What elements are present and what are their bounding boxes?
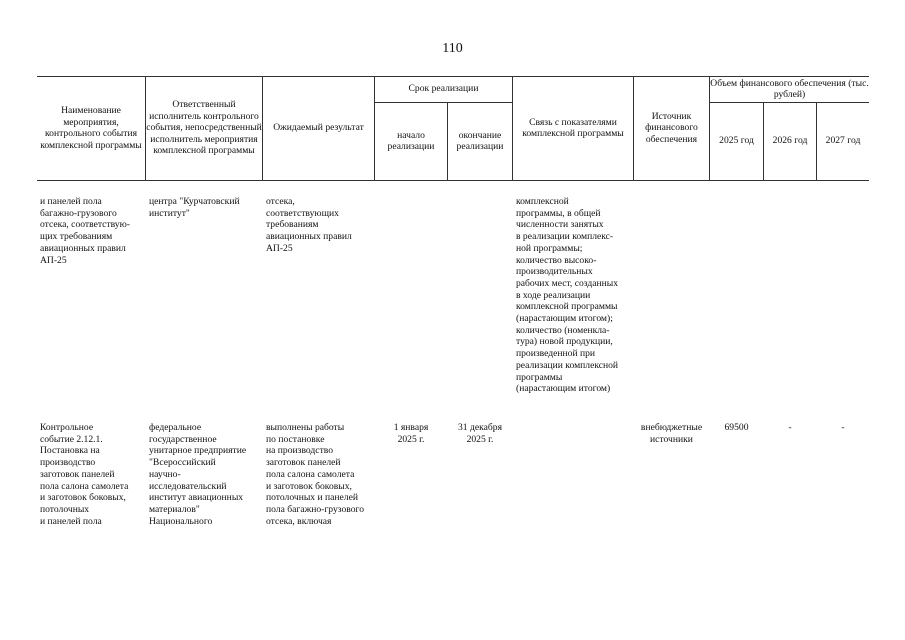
- row2-2026: -: [788, 422, 792, 433]
- row2-source: внебюджетные источники: [640, 422, 703, 445]
- row2-name: Контрольное событие 2.12.1. Постановка на производство заготовок панелей пола салона самолета и заготовок боковых, потолочных и панелей пола: [40, 422, 129, 527]
- header-link: Связь с показателями комплексной программы: [522, 116, 624, 139]
- header-name: Наименование мероприятия, контрольного события комплексной программы: [40, 105, 142, 151]
- row1-name: и панелей пола багажно-грузового отсека, соответствую- щих требованиям авиационных правил АП-25: [40, 196, 130, 266]
- row2-result: выполнены работы по постановке на производство заготовок панелей пола салона самолета и заготовок боковых, потолочных и панелей пола багажно-грузового отсека, включая: [266, 422, 365, 527]
- header-responsible: Ответственный исполнитель контрольного события, непосредственный исполнитель мероприятия комплексной программы: [146, 99, 262, 157]
- row2-end: 31 декабря 2025 г.: [458, 422, 502, 445]
- header-term-start: начало реализации: [387, 129, 435, 152]
- row2-responsible: федеральное государственное унитарное предприятие "Всероссийский научно- исследовательский институт авиационных материалов" Национального: [149, 422, 247, 527]
- row2-start: 1 января 2025 г.: [393, 422, 429, 445]
- header-year-2026: 2026 год: [772, 135, 808, 147]
- header-term: Срок реализации: [408, 83, 479, 95]
- header-term-end: окончание реализации: [456, 129, 504, 152]
- page-number: 110: [442, 41, 463, 56]
- row2-2027: -: [841, 422, 845, 433]
- header-expected-result: Ожидаемый результат: [273, 122, 364, 134]
- header-bottom-border: [37, 180, 869, 181]
- header-source: Источник финансового обеспечения: [645, 110, 698, 145]
- header-volume: Объем финансового обеспечения (тыс. рублей): [710, 77, 869, 100]
- header-year-2025: 2025 год: [719, 135, 754, 147]
- row2-2025: 69500: [724, 422, 749, 433]
- row1-result: отсека, соответствующих требованиям авиационных правил АП-25: [266, 196, 352, 254]
- header-year-2027: 2027 год: [825, 135, 861, 147]
- row1-responsible: центра "Курчатовский институт": [149, 196, 240, 219]
- row1-link: комплексной программы, в общей численности занятых в реализации комплекс- ной программы; количество высоко- производительных рабочих мест, созданных в ходе реализации комплексной программы (нарастающим итогом); количество (номенкла- тура) новой продукции, произведенной при реализации комплексной программы (нарастающим итогом): [516, 196, 619, 395]
